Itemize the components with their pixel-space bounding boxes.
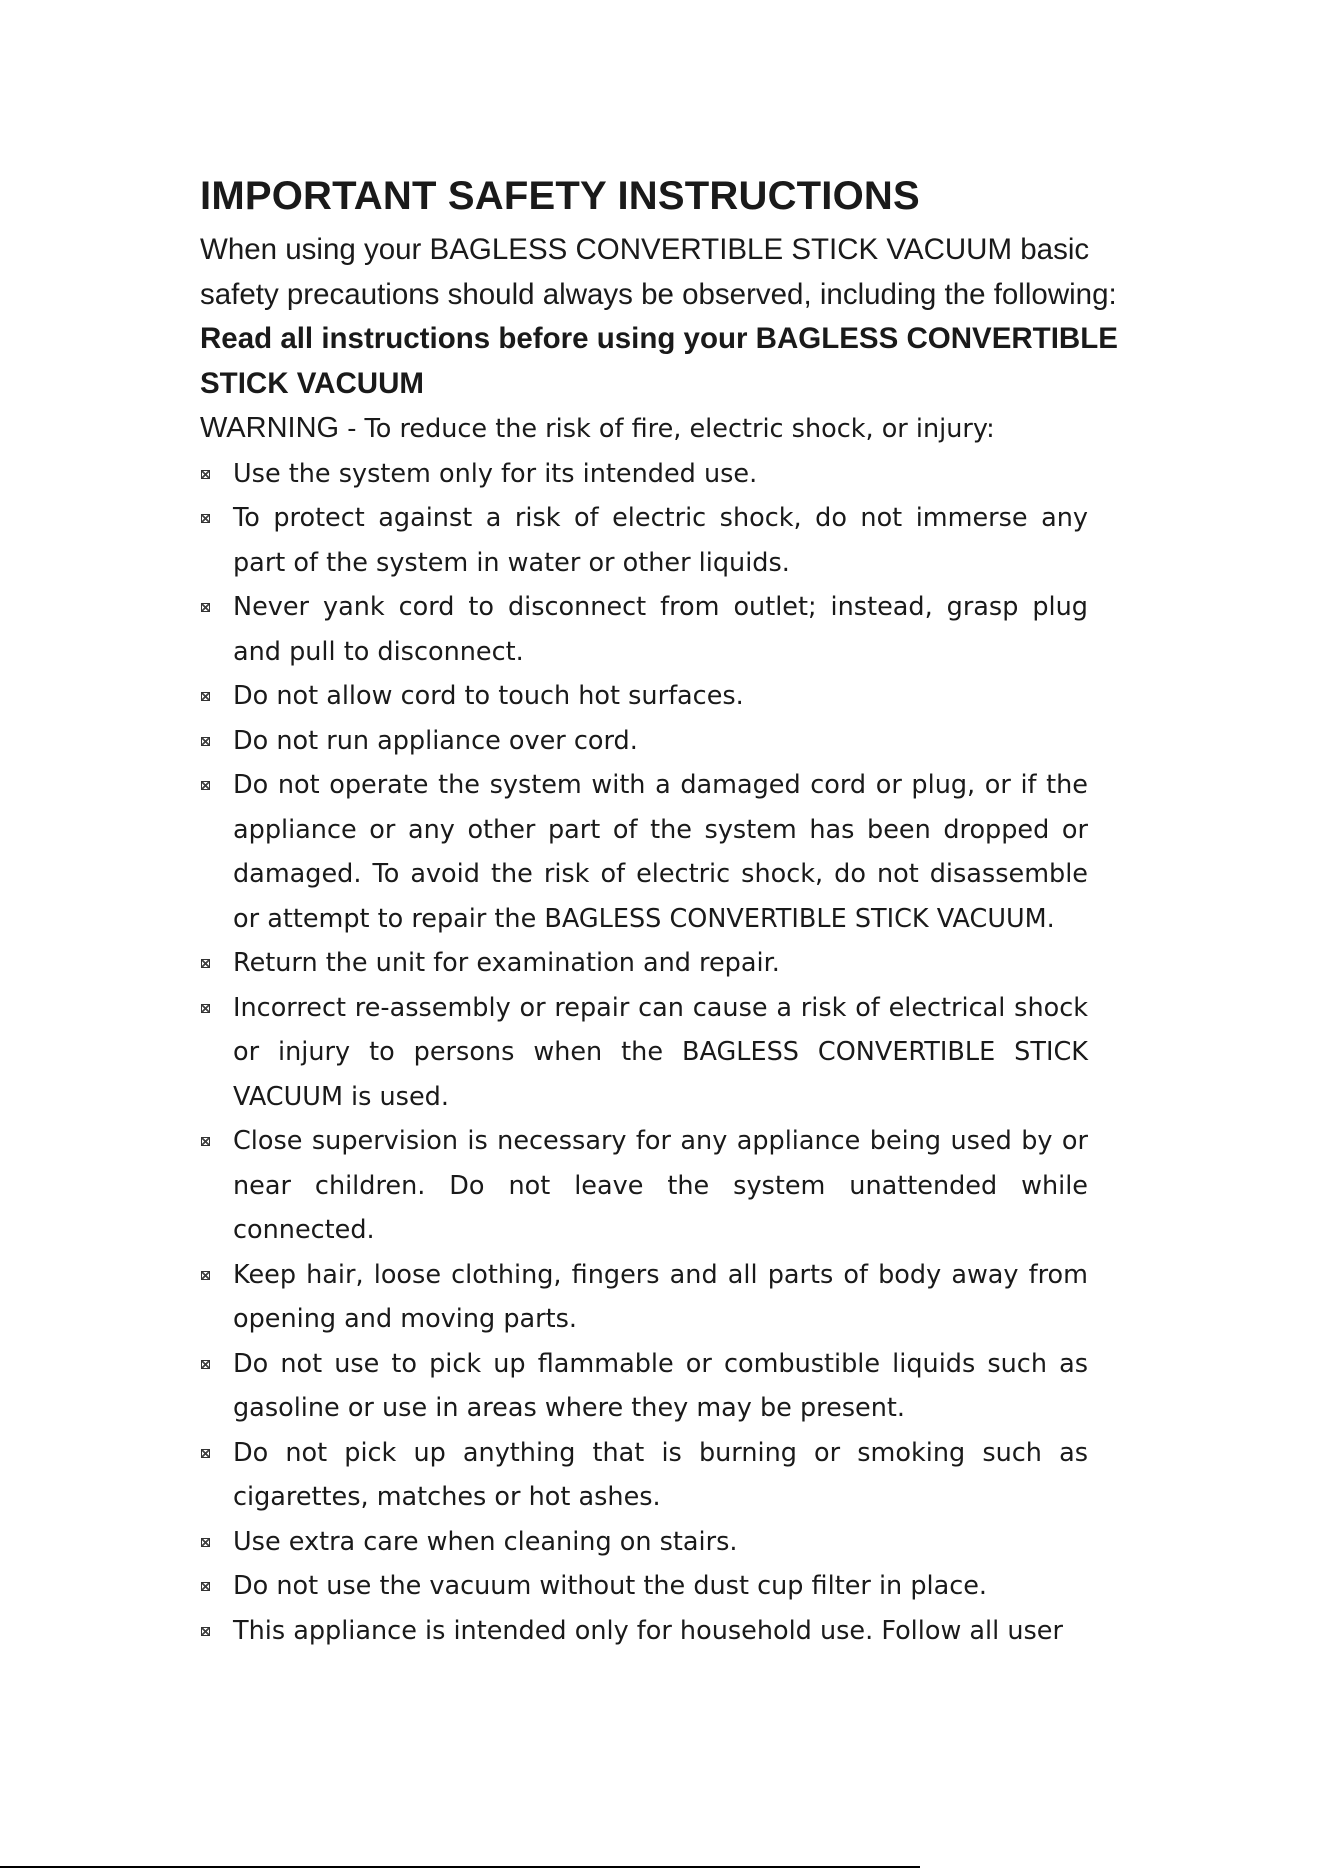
bullet-icon — [201, 781, 210, 790]
list-item: Do not allow cord to touch hot surfaces. — [200, 674, 1088, 719]
warning-text: - To reduce the risk of fire, electric shock, or injury: — [339, 414, 995, 444]
list-item: Use extra care when cleaning on stairs. — [200, 1520, 1088, 1565]
bullet-icon — [201, 603, 210, 612]
list-item: Do not pick up anything that is burning or smoking such as cigarettes, matches or hot ashes. — [200, 1431, 1088, 1520]
list-item: Do not use to pick up flammable or combustible liquids such as gasoline or use in areas where they may be present. — [200, 1342, 1088, 1431]
bullet-icon — [201, 1137, 210, 1146]
warning-line — [200, 406, 1130, 452]
bullet-icon — [201, 514, 210, 523]
list-item: Do not use the vacuum without the dust cup filter in place. — [200, 1564, 1088, 1609]
bullet-icon — [201, 1538, 210, 1547]
bullet-icon — [201, 1004, 210, 1013]
document-page — [200, 172, 1130, 1653]
footer-divider — [0, 1866, 920, 1868]
bullet-icon — [201, 1627, 210, 1636]
bullet-icon — [201, 1271, 210, 1280]
list-item: This appliance is intended only for household use. Follow all user — [200, 1609, 1088, 1654]
bullet-icon — [201, 737, 210, 746]
list-item: Close supervision is necessary for any appliance being used by or near children. Do not leave the system unattended while connected. — [200, 1119, 1088, 1253]
intro-paragraph — [200, 228, 1130, 406]
warning-label: WARNING — [200, 412, 340, 444]
intro-bold-text: Read all instructions before using your BAGLESS CONVERTIBLE STICK VACUUM — [200, 322, 1118, 400]
bullet-icon — [201, 470, 210, 479]
bullet-icon — [201, 692, 210, 701]
list-item: Never yank cord to disconnect from outlet; instead, grasp plug and pull to disconnect. — [200, 585, 1088, 674]
page-title: IMPORTANT SAFETY INSTRUCTIONS — [200, 174, 920, 218]
list-item: To protect against a risk of electric shock, do not immerse any part of the system in water or other liquids. — [200, 496, 1088, 585]
list-item: Do not run appliance over cord. — [200, 719, 1088, 764]
intro-text: When using your BAGLESS CONVERTIBLE STICK VACUUM basic safety precautions should always be observed, including the following: — [200, 233, 1117, 311]
bullet-icon — [201, 959, 210, 968]
list-item: Keep hair, loose clothing, fingers and all parts of body away from opening and moving parts. — [200, 1253, 1088, 1342]
bullet-icon — [201, 1360, 210, 1369]
list-item: Use the system only for its intended use. — [200, 452, 1088, 497]
bullet-icon — [201, 1449, 210, 1458]
list-item: Return the unit for examination and repair. — [200, 941, 1088, 986]
list-item: Incorrect re-assembly or repair can cause a risk of electrical shock or injury to persons when the BAGLESS CONVERTIBLE STICK VACUUM is used. — [200, 986, 1088, 1120]
bullet-icon — [201, 1582, 210, 1591]
safety-list — [200, 452, 1088, 1654]
list-item: Do not operate the system with a damaged cord or plug, or if the appliance or any other part of the system has been dropped or damaged. To avoid the risk of electric shock, do not disassemble or attempt to repair the BAGLESS CONVERTIBLE STICK VACUUM. — [200, 763, 1088, 941]
